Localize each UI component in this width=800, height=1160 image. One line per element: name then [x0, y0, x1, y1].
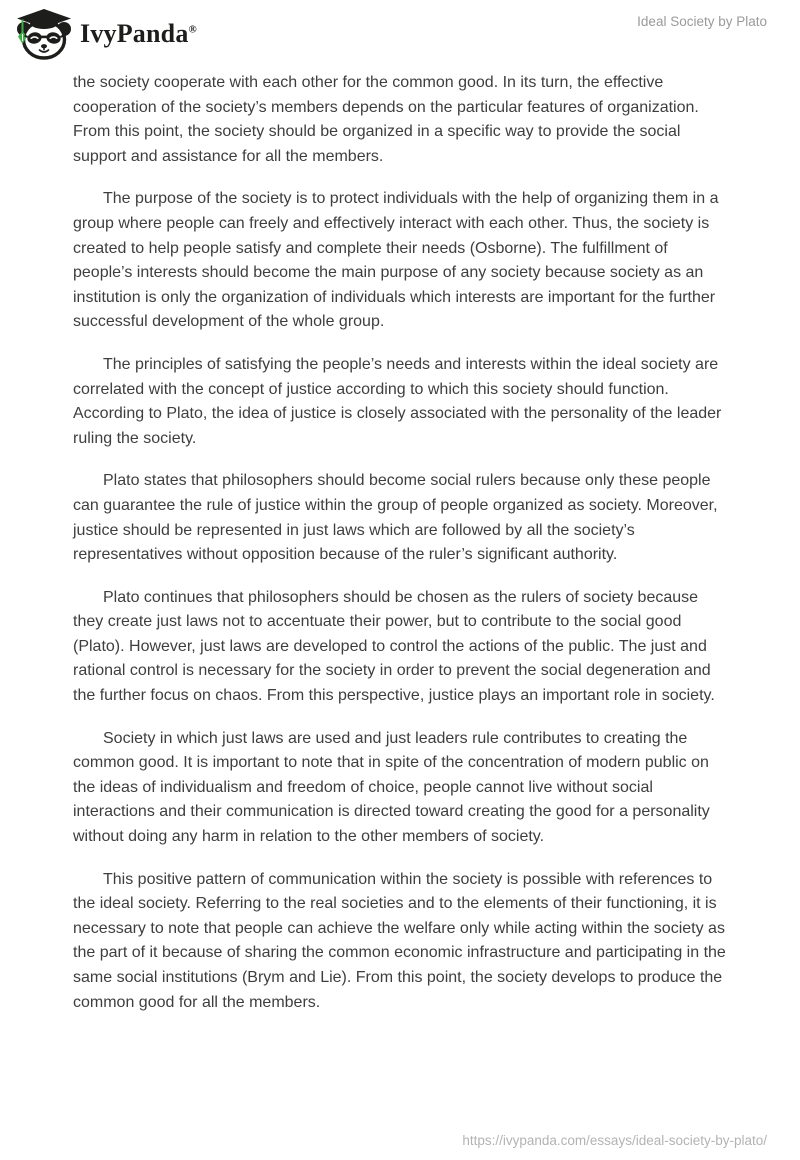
registered-trademark-symbol: ®	[188, 23, 197, 36]
essay-paragraph: Plato continues that philosophers should be chosen as the rulers of society because they create just laws not to accentuate their power, but to contribute to the social good (Plato). However, just laws are developed to control the actions of the public. The just and rational control is necessary for the society in order to prevent the social degeneration and the further focus on chaos. From this perspective, justice plays an important role in society.	[73, 588, 715, 705]
page-header	[0, 0, 800, 66]
essay-paragraph: The principles of satisfying the people’s needs and interests within the ideal society are correlated with the concept of justice according to which this society should function. According to Plato, the idea of justice is closely associated with the personality of the leader ruling the society.	[73, 355, 722, 447]
essay-paragraph: The purpose of the society is to protect individuals with the help of organizing them in a group where people can freely and effectively interact with each other. Thus, the society is created to help people satisfy and complete their needs (Osborne). The fulfillment of people’s interests should become the main purpose of any society because society as an institution is only the organization of individuals which interests are important for the further successful development of the whole group.	[73, 190, 719, 331]
essay-paragraph: the society cooperate with each other for the common good. In its turn, the effective cooperation of the society’s members depends on the particular features of organization. From this point, the society should be organized in a specific way to provide the social support and assistance for all the members.	[73, 74, 699, 165]
brand-name-text: IvyPanda	[80, 19, 189, 48]
document-title: Ideal Society by Plato	[637, 14, 767, 29]
essay-paragraph: This positive pattern of communication within the society is possible with references to the ideal society. Referring to the real societies and to the elements of their functioning, it is necessary to note that people can achieve the welfare only while acting within the society as the part of it because of sharing the common economic infrastructure and participating in the same social institutions (Brym and Lie). From this point, the society develops to produce the common good for all the members.	[73, 870, 726, 1011]
essay-paragraph: Plato states that philosophers should become social rulers because only these people can guarantee the rule of justice within the group of people organized as society. Moreover, justice should be represented in just laws which are followed by all the society’s representatives without opposition because of the ruler’s significant authority.	[73, 472, 718, 564]
brand-name	[80, 19, 197, 49]
brand	[14, 8, 197, 60]
source-url: https://ivypanda.com/essays/ideal-society-by-plato/	[462, 1133, 767, 1148]
essay-paragraph: Society in which just laws are used and just leaders rule contributes to creating the common good. It is important to note that in spite of the concentration of modern public on the ideas of individualism and freedom of choice, people cannot live without social interactions and their communication is directed toward creating the good for a personality without doing any harm in relation to the other members of society.	[73, 729, 710, 846]
ivypanda-panda-logo-icon	[14, 8, 74, 60]
essay-body	[73, 71, 728, 1033]
